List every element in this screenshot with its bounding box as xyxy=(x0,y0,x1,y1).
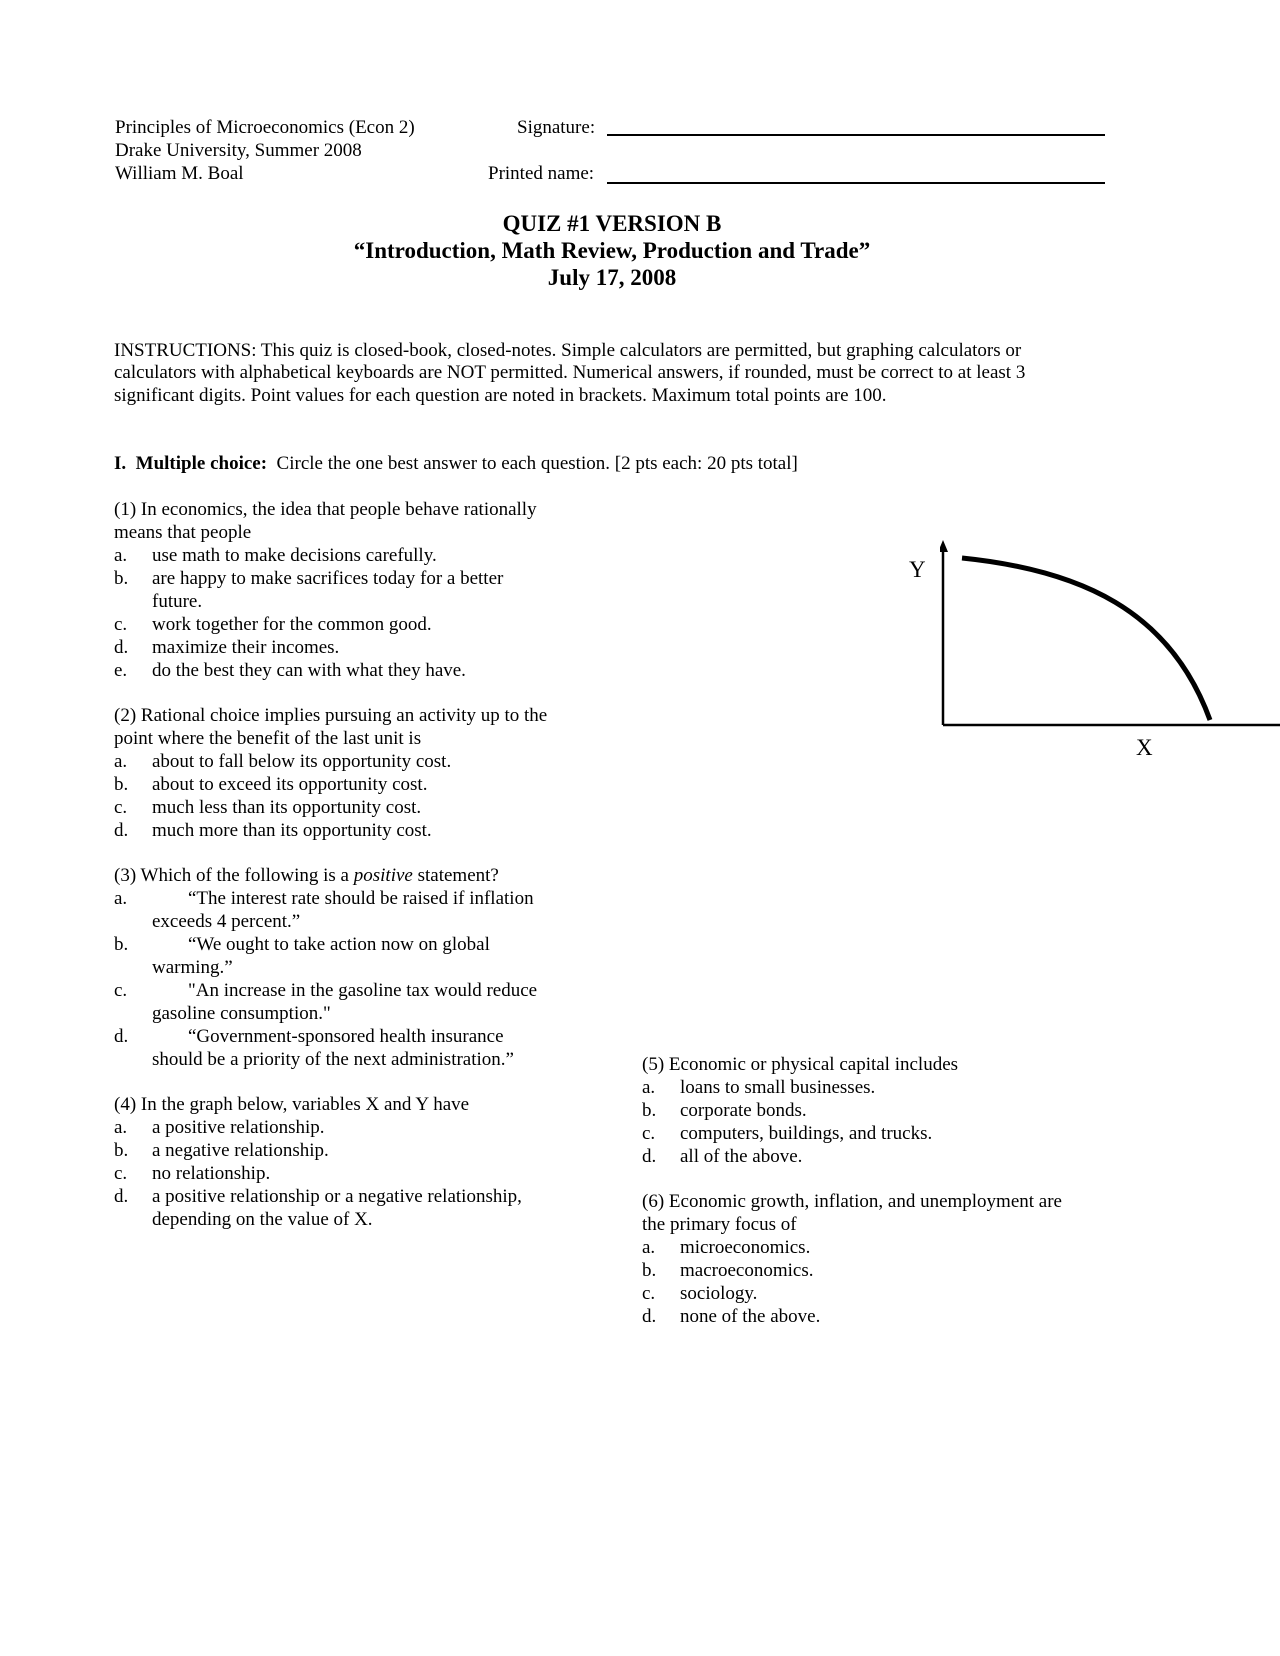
option-text-continued: gasoline consumption." xyxy=(152,1003,331,1024)
question-stem: (1) In economics, the idea that people behave rationally xyxy=(114,499,537,520)
option-letter: c. xyxy=(642,1283,656,1304)
option-text: "An increase in the gasoline tax would reduce xyxy=(188,980,538,1001)
option-letter: a. xyxy=(114,751,128,772)
question-3 xyxy=(114,864,584,1071)
answer-option-2c[interactable] xyxy=(114,796,584,819)
option-letter: a. xyxy=(642,1237,656,1258)
printed-name-line[interactable] xyxy=(607,182,1105,184)
option-letter: c. xyxy=(114,797,128,818)
course-name: Principles of Microeconomics (Econ 2) xyxy=(115,117,415,138)
stem-emphasis: positive xyxy=(353,865,413,886)
question-stem xyxy=(114,864,584,887)
option-letter: b. xyxy=(114,774,129,795)
answer-option-6a[interactable] xyxy=(642,1236,1122,1259)
option-text: much less than its opportunity cost. xyxy=(152,797,422,818)
option-letter: b. xyxy=(114,568,129,589)
option-letter: c. xyxy=(642,1123,656,1144)
option-letter: d. xyxy=(642,1306,657,1327)
question-stem: (6) Economic growth, inflation, and unemployment are xyxy=(642,1191,1062,1212)
quiz-date: July 17, 2008 xyxy=(547,265,677,290)
option-letter: a. xyxy=(642,1077,656,1098)
option-letter: a. xyxy=(114,545,128,566)
section-instructions: Circle the one best answer to each question. [2 pts each: 20 pts total] xyxy=(276,453,798,474)
school-name: Drake University, Summer 2008 xyxy=(115,140,362,161)
question-stem: (5) Economic or physical capital includes xyxy=(642,1054,959,1075)
option-text: a positive relationship or a negative relationship, xyxy=(152,1186,522,1207)
option-text: all of the above. xyxy=(680,1146,803,1167)
stem-text: (3) Which of the following is a xyxy=(114,865,354,886)
option-text: microeconomics. xyxy=(680,1237,811,1258)
option-text-continued: depending on the value of X. xyxy=(152,1209,373,1230)
option-text: maximize their incomes. xyxy=(152,637,340,658)
answer-option-1a[interactable] xyxy=(114,544,574,567)
question-2 xyxy=(114,704,584,842)
curve xyxy=(962,558,1210,720)
option-text: corporate bonds. xyxy=(680,1100,807,1121)
option-text: sociology. xyxy=(680,1283,758,1304)
answer-option-3c[interactable] xyxy=(114,979,584,1025)
option-text-continued: warming.” xyxy=(152,957,233,978)
option-text: “Government-sponsored health insurance xyxy=(188,1026,504,1047)
option-text: much more than its opportunity cost. xyxy=(152,820,432,841)
quiz-title: QUIZ #1 VERSION B xyxy=(502,211,722,236)
instructions-line-1: INSTRUCTIONS: This quiz is closed-book, closed-notes. Simple calculators are permitted, but graphing calculators or xyxy=(114,340,1022,361)
question-stem: (2) Rational choice implies pursuing an activity up to the xyxy=(114,705,548,726)
signature-label: Signature: xyxy=(517,117,596,138)
answer-option-2b[interactable] xyxy=(114,773,584,796)
option-letter: d. xyxy=(114,1186,129,1207)
stem-text: statement? xyxy=(412,865,499,886)
option-letter: b. xyxy=(114,934,129,955)
section-number: I. xyxy=(114,453,127,474)
option-text: work together for the common good. xyxy=(152,614,432,635)
question-1 xyxy=(114,498,574,682)
option-text: about to exceed its opportunity cost. xyxy=(152,774,428,795)
option-letter: c. xyxy=(114,1163,128,1184)
option-text: macroeconomics. xyxy=(680,1260,814,1281)
answer-option-6d[interactable] xyxy=(642,1305,1122,1328)
option-text: do the best they can with what they have. xyxy=(152,660,466,681)
instructor-name: William M. Boal xyxy=(115,163,244,184)
option-text: computers, buildings, and trucks. xyxy=(680,1123,933,1144)
option-text: “The interest rate should be raised if inflation xyxy=(188,888,534,909)
option-letter: c. xyxy=(114,614,128,635)
answer-option-6c[interactable] xyxy=(642,1282,1122,1305)
question-stem: means that people xyxy=(114,522,252,543)
option-text-continued: exceeds 4 percent.” xyxy=(152,911,301,932)
signature-line[interactable] xyxy=(607,134,1105,136)
option-letter: d. xyxy=(114,820,129,841)
option-text: are happy to make sacrifices today for a better xyxy=(152,568,504,589)
x-axis-label: X xyxy=(1136,735,1153,760)
option-letter: d. xyxy=(642,1146,657,1167)
xy-graph xyxy=(940,540,1280,800)
option-letter: e. xyxy=(114,660,128,681)
question-stem: (4) In the graph below, variables X and Y have xyxy=(114,1094,470,1115)
option-text: about to fall below its opportunity cost. xyxy=(152,751,452,772)
option-text: none of the above. xyxy=(680,1306,821,1327)
graph-svg xyxy=(940,540,1280,800)
answer-option-4b[interactable] xyxy=(114,1139,584,1162)
option-text: use math to make decisions carefully. xyxy=(152,545,437,566)
answer-option-1d[interactable] xyxy=(114,636,574,659)
option-letter: d. xyxy=(114,1026,129,1047)
question-stem: point where the benefit of the last unit is xyxy=(114,728,422,749)
answer-option-5d[interactable] xyxy=(642,1145,1102,1168)
option-text: loans to small businesses. xyxy=(680,1077,876,1098)
answer-option-1b[interactable] xyxy=(114,567,574,613)
option-text: a positive relationship. xyxy=(152,1117,325,1138)
option-letter: b. xyxy=(642,1260,657,1281)
option-text: “We ought to take action now on global xyxy=(188,934,490,955)
answer-option-4a[interactable] xyxy=(114,1116,584,1139)
answer-option-3b[interactable] xyxy=(114,933,584,979)
answer-option-4d[interactable] xyxy=(114,1185,584,1231)
instructions-line-2: calculators with alphabetical keyboards are NOT permitted. Numerical answers, if rounded, must be correct to at least 3 xyxy=(114,362,1026,383)
answer-option-5a[interactable] xyxy=(642,1076,1102,1099)
answer-option-6b[interactable] xyxy=(642,1259,1122,1282)
quiz-subtitle: “Introduction, Math Review, Production and Trade” xyxy=(353,238,871,263)
answer-option-5c[interactable] xyxy=(642,1122,1102,1145)
question-stem: the primary focus of xyxy=(642,1214,797,1235)
question-4 xyxy=(114,1093,584,1231)
question-6 xyxy=(642,1190,1122,1328)
answer-option-5b[interactable] xyxy=(642,1099,1102,1122)
instructions-line-3: significant digits. Point values for each question are noted in brackets. Maximum total points are 100. xyxy=(114,385,887,406)
section-1-heading xyxy=(114,452,798,475)
option-letter: a. xyxy=(114,888,128,909)
y-axis-arrow xyxy=(940,540,948,552)
option-text-continued: should be a priority of the next administration.” xyxy=(152,1049,514,1070)
option-letter: b. xyxy=(642,1100,657,1121)
answer-option-3d[interactable] xyxy=(114,1025,584,1071)
option-letter: c. xyxy=(114,980,128,1001)
option-letter: a. xyxy=(114,1117,128,1138)
option-text: no relationship. xyxy=(152,1163,271,1184)
answer-option-1c[interactable] xyxy=(114,613,574,636)
answer-option-2d[interactable] xyxy=(114,819,584,842)
answer-option-2a[interactable] xyxy=(114,750,584,773)
y-axis-label: Y xyxy=(909,557,926,582)
option-letter: d. xyxy=(114,637,129,658)
section-title: Multiple choice: xyxy=(135,453,268,474)
answer-option-1e[interactable] xyxy=(114,659,574,682)
option-text-continued: future. xyxy=(152,591,203,612)
answer-option-3a[interactable] xyxy=(114,887,584,933)
option-text: a negative relationship. xyxy=(152,1140,329,1161)
question-5 xyxy=(642,1053,1102,1168)
printed-name-label: Printed name: xyxy=(488,163,595,184)
answer-option-4c[interactable] xyxy=(114,1162,584,1185)
option-letter: b. xyxy=(114,1140,129,1161)
